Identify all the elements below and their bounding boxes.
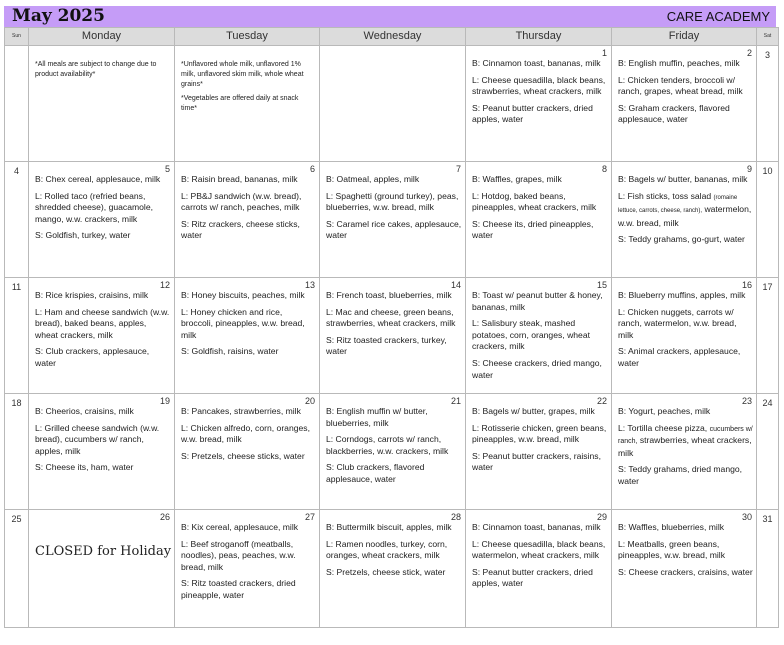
day-number: 8 (601, 164, 607, 174)
lunch: L: Cheese quesadilla, black beans, watermelon, wheat crackers, milk (472, 538, 606, 561)
breakfast: B: Raisin bread, bananas, milk (181, 174, 298, 184)
day-cell (175, 162, 320, 278)
lunch: L: Hotdog, baked beans, pineapples, wheat crackers, milk (472, 190, 597, 213)
day-number: 6 (309, 164, 315, 174)
day-cell (466, 394, 612, 510)
day-number: 10 (762, 166, 773, 176)
day-number: 25 (11, 514, 22, 524)
breakfast: B: Yogurt, peaches, milk (618, 406, 711, 416)
lunch: L: Chicken tenders, broccoli w/ ranch, grapes, wheat bread, milk (618, 74, 743, 97)
breakfast: B: Blueberry muffins, apples, milk (618, 290, 746, 300)
day-cell-weekend (5, 394, 29, 510)
breakfast: B: Honey biscuits, peaches, milk (181, 290, 305, 300)
day-cell (612, 510, 757, 628)
lunch: L: Grilled cheese sandwich (w.w. bread), cucumbers w/ ranch, apples, milk (35, 422, 160, 456)
lunch: L: Rotisserie chicken, green beans, pineapples, w.w. bread, milk (472, 422, 607, 445)
day-number: 30 (741, 512, 752, 522)
day-number: 3 (764, 50, 770, 60)
day-number: 1 (601, 48, 607, 58)
lunch-main: L: Tortilla cheese pizza, (618, 422, 708, 433)
note-vegetables: *Vegetables are offered daily at snack time* (181, 95, 299, 112)
snack: S: Club crackers, applesauce, water (35, 346, 150, 368)
lunch (612, 423, 756, 462)
snack: S: Caramel rice cakes, applesauce, water (326, 218, 462, 241)
header-thursday: Thursday (466, 28, 612, 46)
day-number: 27 (304, 512, 315, 522)
note-meals-change: *All meals are subject to change due to product availability* (35, 61, 157, 78)
snack: S: Pretzels, cheese stick, water (326, 566, 446, 577)
day-number: 24 (762, 398, 773, 408)
header-saturday: Sat (757, 28, 779, 46)
snack: S: Peanut butter crackers, raisins, water (472, 450, 601, 473)
lunch: L: Corndogs, carrots w/ ranch, blackberries, w.w. crackers, milk (326, 434, 449, 456)
day-cell (175, 394, 320, 510)
snack: S: Ritz toasted crackers, turkey, water (326, 334, 447, 357)
day-number: 16 (741, 280, 752, 290)
day-cell-notes-tuesday (175, 46, 320, 162)
day-cell-weekend (757, 278, 779, 394)
month-title: May 2025 (12, 6, 105, 26)
day-number: 28 (450, 512, 461, 522)
day-cell (29, 278, 175, 394)
day-number: 12 (159, 280, 170, 290)
day-number: 14 (450, 280, 461, 290)
snack: S: Pretzels, cheese sticks, water (181, 450, 305, 461)
breakfast: B: Bagels w/ butter, bananas, milk (618, 174, 748, 184)
day-cell (29, 394, 175, 510)
day-cell (612, 394, 757, 510)
week-row-5 (5, 510, 779, 628)
day-cell (320, 510, 466, 628)
snack: S: Goldfish, turkey, water (35, 230, 131, 241)
day-cell-empty (320, 46, 466, 162)
snack: S: Animal crackers, applesauce, water (618, 346, 741, 368)
week-row-1 (5, 46, 779, 162)
week-row-2 (5, 162, 779, 278)
breakfast: B: Buttermilk biscuit, apples, milk (326, 522, 452, 532)
day-cell (612, 46, 757, 162)
snack: S: Peanut butter crackers, dried apples, water (472, 102, 593, 125)
snack: S: Graham crackers, flavored applesauce, water (618, 102, 730, 125)
lunch: L: Rolled taco (refried beans, shredded cheese), guacamole, mango, w.w. crackers, milk (35, 190, 154, 224)
header-wednesday: Wednesday (320, 28, 466, 46)
breakfast: B: English muffin, peaches, milk (618, 58, 740, 68)
breakfast: B: Oatmeal, apples, milk (326, 174, 420, 184)
snack: S: Cheese crackers, craisins, water (618, 566, 753, 577)
day-number: 23 (741, 396, 752, 406)
day-cell (466, 510, 612, 628)
day-cell (175, 278, 320, 394)
snack: S: Club crackers, flavored applesauce, water (326, 462, 425, 484)
lunch: L: Beef stroganoff (meatballs, noodles), peas, peaches, w.w. bread, milk (181, 538, 296, 572)
day-number: 2 (746, 48, 752, 58)
day-cell-weekend (757, 394, 779, 510)
day-cell (29, 162, 175, 278)
snack: S: Cheese crackers, dried mango, water (472, 357, 602, 380)
day-number: 7 (455, 164, 461, 174)
lunch-detail: cucumbers w/ ranch, (618, 425, 753, 446)
snack: S: Cheese its, ham, water (35, 462, 134, 473)
day-cell (466, 162, 612, 278)
day-number: 20 (304, 396, 315, 406)
breakfast: B: Chex cereal, applesauce, milk (35, 174, 161, 184)
lunch: L: Spaghetti (ground turkey), peas, blueberries, w.w. bread, milk (326, 190, 459, 213)
lunch: L: Ham and cheese sandwich (w.w. bread), baked beans, apples, wheat crackers, milk (35, 306, 170, 340)
breakfast: B: Kix cereal, applesauce, milk (181, 522, 299, 532)
lunch: L: Chicken alfredo, corn, oranges, w.w. bread, milk (181, 422, 310, 445)
breakfast: B: Cinnamon toast, bananas, milk (472, 58, 601, 68)
breakfast: B: English muffin w/ butter, blueberries, milk (326, 406, 428, 428)
snack: S: Ritz toasted crackers, dried pineapple, water (181, 578, 296, 600)
day-number: 9 (746, 164, 752, 174)
breakfast: B: Waffles, blueberries, milk (618, 522, 725, 532)
day-number: 22 (596, 396, 607, 406)
day-number: 13 (304, 280, 315, 290)
snack: S: Peanut butter crackers, dried apples, water (472, 566, 593, 589)
day-cell-weekend (5, 162, 29, 278)
lunch: L: Honey chicken and rice, broccoli, pineapples, w.w. bread, milk (181, 306, 305, 340)
lunch (612, 191, 756, 232)
day-cell-weekend (757, 510, 779, 628)
day-number: 29 (596, 512, 607, 522)
breakfast: B: Cheerios, craisins, milk (35, 406, 134, 416)
breakfast: B: Toast w/ peanut butter & honey, bananas, milk (472, 290, 603, 312)
lunch-end: strawberries, wheat crackers, milk (618, 435, 752, 458)
lunch: L: PB&J sandwich (w.w. bread), carrots w/ ranch, peaches, milk (181, 190, 302, 213)
day-number: 18 (11, 398, 22, 408)
snack: S: Teddy grahams, dried mango, water (618, 464, 743, 486)
title-banner (4, 6, 776, 27)
day-number: 11 (11, 282, 22, 292)
lunch-main: L: Fish sticks, toss salad (618, 190, 712, 201)
day-cell (466, 278, 612, 394)
snack: S: Cheese its, dried pineapples, water (472, 218, 594, 241)
day-cell-weekend (757, 162, 779, 278)
day-cell (466, 46, 612, 162)
lunch: L: Meatballs, green beans, pineapples, w.w. bread, milk (618, 538, 726, 561)
day-number: 5 (164, 164, 170, 174)
day-cell-holiday (29, 510, 175, 628)
breakfast: B: Pancakes, strawberries, milk (181, 406, 301, 416)
week-row-4 (5, 394, 779, 510)
day-cell (320, 278, 466, 394)
day-cell-notes-monday (29, 46, 175, 162)
breakfast: B: Waffles, grapes, milk (472, 174, 562, 184)
note-milk-grains: *Unflavored whole milk, unflavored 1% milk, unflavored skim milk, whole wheat grains* (181, 61, 304, 88)
lunch-detail: (romaine lettuce, carrots, cheese, ranch), (618, 194, 738, 215)
weekday-header-row (5, 28, 779, 46)
header-tuesday: Tuesday (175, 28, 320, 46)
day-cell (320, 162, 466, 278)
day-cell-weekend (5, 510, 29, 628)
day-cell (320, 394, 466, 510)
day-number: 17 (762, 282, 773, 292)
snack: S: Ritz crackers, cheese sticks, water (181, 218, 300, 241)
day-cell (612, 278, 757, 394)
lunch: L: Mac and cheese, green beans, strawberries, wheat crackers, milk (326, 306, 456, 329)
lunch-end: watermelon, w.w. bread, milk (618, 204, 752, 228)
day-cell (175, 510, 320, 628)
lunch: L: Salisbury steak, mashed potatoes, corn, oranges, wheat crackers, milk (472, 318, 591, 352)
breakfast: B: Cinnamon toast, bananas, milk (472, 522, 601, 532)
lunch: L: Chicken nuggets, carrots w/ ranch, watermelon, w.w. bread, milk (618, 306, 737, 340)
day-cell (612, 162, 757, 278)
organization-name: CARE ACADEMY (666, 9, 770, 24)
breakfast: B: Bagels w/ butter, grapes, milk (472, 406, 595, 416)
lunch: L: Cheese quesadilla, black beans, strawberries, wheat crackers, milk (472, 74, 606, 97)
day-number: 26 (159, 512, 170, 522)
snack: S: Goldfish, raisins, water (181, 346, 279, 357)
day-number: 21 (450, 396, 461, 406)
snack: S: Teddy grahams, go-gurt, water (618, 234, 745, 245)
day-cell-empty (5, 46, 29, 162)
week-row-3 (5, 278, 779, 394)
header-monday: Monday (29, 28, 175, 46)
header-friday: Friday (612, 28, 757, 46)
day-number: 19 (159, 396, 170, 406)
day-number: 4 (13, 166, 19, 176)
day-number: 31 (762, 514, 773, 524)
breakfast: B: French toast, blueberries, milk (326, 290, 452, 300)
day-cell-weekend (757, 46, 779, 162)
lunch: L: Ramen noodles, turkey, corn, oranges, wheat crackers, milk (326, 538, 448, 561)
day-cell-weekend (5, 278, 29, 394)
closed-notice: CLOSED for Holiday (35, 544, 172, 559)
calendar-grid (4, 27, 779, 628)
header-sunday: Sun (5, 28, 29, 46)
breakfast: B: Rice krispies, craisins, milk (35, 290, 149, 300)
day-number: 15 (596, 280, 607, 290)
